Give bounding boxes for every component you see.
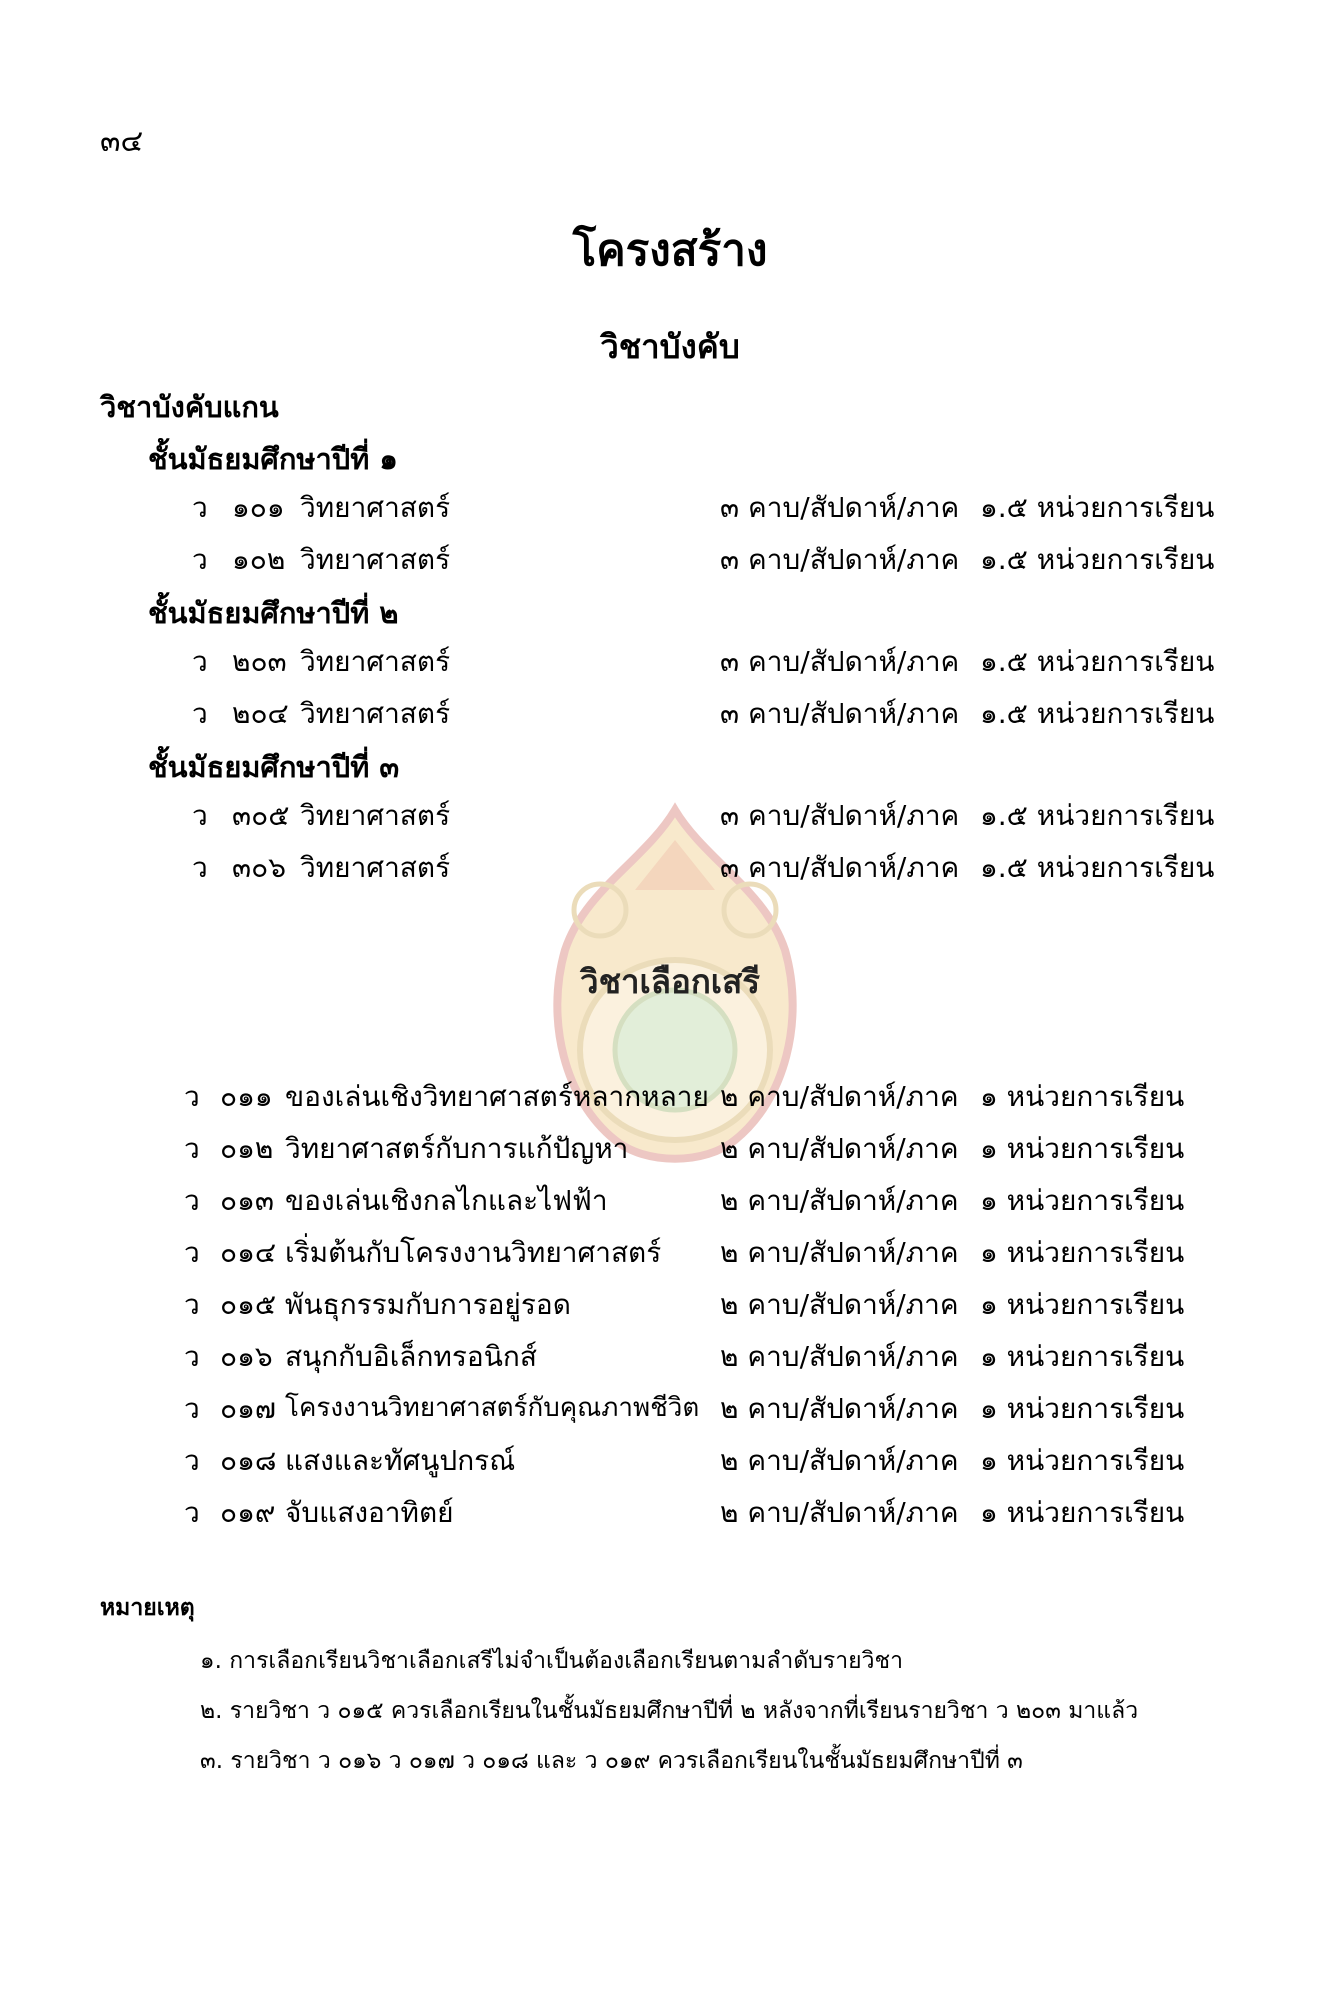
course-credits: ๑.๕ หน่วยการเรียน: [980, 851, 1215, 884]
course-prefix: ว: [184, 1184, 200, 1217]
elective-row: [0, 1075, 1340, 1115]
course-name: โครงงานวิทยาศาสตร์กับคุณภาพชีวิต: [285, 1393, 700, 1423]
grade-heading: ชั้นมัธยมศึกษาปีที่ ๓: [148, 750, 400, 784]
course-code: ๒๐๓: [232, 645, 287, 678]
course-row: [0, 846, 1340, 886]
elective-row: [0, 1179, 1340, 1219]
course-hours: ๒ คาบ/สัปดาห์/ภาค: [720, 1288, 959, 1321]
course-prefix: ว: [192, 543, 208, 576]
course-code: ๓๐๖: [232, 851, 287, 884]
course-row: [0, 794, 1340, 834]
elective-row: [0, 1335, 1340, 1375]
course-prefix: ว: [192, 697, 208, 730]
page-title: โครงสร้าง: [572, 225, 768, 276]
course-hours: ๒ คาบ/สัปดาห์/ภาค: [720, 1496, 959, 1529]
course-prefix: ว: [184, 1236, 200, 1269]
course-credits: ๑.๕ หน่วยการเรียน: [980, 697, 1215, 730]
course-credits: ๑ หน่วยการเรียน: [980, 1496, 1185, 1529]
elective-row: [0, 1283, 1340, 1323]
course-name: จับแสงอาทิตย์: [285, 1496, 454, 1529]
course-name: วิทยาศาสตร์: [300, 645, 451, 678]
course-hours: ๓ คาบ/สัปดาห์/ภาค: [720, 645, 960, 678]
course-name: แสงและทัศนูปกรณ์: [285, 1444, 516, 1477]
course-row: [0, 692, 1340, 732]
course-hours: ๒ คาบ/สัปดาห์/ภาค: [720, 1080, 959, 1113]
course-hours: ๒ คาบ/สัปดาห์/ภาค: [720, 1132, 959, 1165]
course-code: ๐๑๒: [220, 1132, 274, 1165]
course-hours: ๓ คาบ/สัปดาห์/ภาค: [720, 851, 960, 884]
course-hours: ๓ คาบ/สัปดาห์/ภาค: [720, 799, 960, 832]
elective-heading: วิชาเลือกเสรี: [580, 962, 760, 1001]
course-name: วิทยาศาสตร์: [300, 543, 451, 576]
course-hours: ๓ คาบ/สัปดาห์/ภาค: [720, 491, 960, 524]
course-prefix: ว: [184, 1340, 200, 1373]
course-credits: ๑ หน่วยการเรียน: [980, 1132, 1185, 1165]
course-credits: ๑.๕ หน่วยการเรียน: [980, 491, 1215, 524]
course-prefix: ว: [192, 645, 208, 678]
course-hours: ๒ คาบ/สัปดาห์/ภาค: [720, 1340, 959, 1373]
course-credits: ๑ หน่วยการเรียน: [980, 1184, 1185, 1217]
course-hours: ๒ คาบ/สัปดาห์/ภาค: [720, 1444, 959, 1477]
course-prefix: ว: [184, 1496, 200, 1529]
course-code: ๐๑๓: [220, 1184, 275, 1217]
course-name: วิทยาศาสตร์: [300, 697, 451, 730]
course-name: พันธุกรรมกับการอยู่รอด: [285, 1288, 571, 1321]
course-name: วิทยาศาสตร์: [300, 491, 451, 524]
course-credits: ๑.๕ หน่วยการเรียน: [980, 645, 1215, 678]
course-code: ๐๑๙: [220, 1496, 276, 1529]
compulsory-heading: วิชาบังคับ: [600, 327, 740, 366]
elective-row: [0, 1387, 1340, 1427]
course-hours: ๒ คาบ/สัปดาห์/ภาค: [720, 1236, 959, 1269]
course-code: ๒๐๔: [232, 697, 289, 730]
course-credits: ๑ หน่วยการเรียน: [980, 1444, 1185, 1477]
course-prefix: ว: [184, 1444, 200, 1477]
course-credits: ๑.๕ หน่วยการเรียน: [980, 543, 1215, 576]
course-credits: ๑ หน่วยการเรียน: [980, 1080, 1185, 1113]
elective-row: [0, 1491, 1340, 1531]
course-credits: ๑ หน่วยการเรียน: [980, 1392, 1185, 1425]
course-code: ๐๑๔: [220, 1236, 277, 1269]
course-code: ๐๑๑: [220, 1080, 273, 1113]
course-prefix: ว: [184, 1392, 200, 1425]
course-hours: ๓ คาบ/สัปดาห์/ภาค: [720, 697, 960, 730]
course-name: ของเล่นเชิงวิทยาศาสตร์หลากหลาย: [285, 1080, 709, 1113]
grade-heading: ชั้นมัธยมศึกษาปีที่ ๑: [148, 442, 398, 476]
elective-row: [0, 1439, 1340, 1479]
course-row: [0, 486, 1340, 526]
course-hours: ๒ คาบ/สัปดาห์/ภาค: [720, 1392, 959, 1425]
course-code: ๑๐๑: [232, 491, 285, 524]
course-credits: ๑ หน่วยการเรียน: [980, 1236, 1185, 1269]
course-prefix: ว: [184, 1080, 200, 1113]
elective-row: [0, 1231, 1340, 1271]
note-item: ๑. การเลือกเรียนวิชาเลือกเสรีไม่จำเป็นต้องเลือกเรียนตามลำดับรายวิชา: [200, 1648, 904, 1674]
course-prefix: ว: [184, 1132, 200, 1165]
course-code: ๐๑๗: [220, 1392, 276, 1425]
course-prefix: ว: [184, 1288, 200, 1321]
course-credits: ๑ หน่วยการเรียน: [980, 1288, 1185, 1321]
grade-heading: ชั้นมัธยมศึกษาปีที่ ๒: [148, 596, 399, 630]
course-name: เริ่มต้นกับโครงงานวิทยาศาสตร์: [285, 1236, 662, 1269]
course-prefix: ว: [192, 491, 208, 524]
note-item: ๒. รายวิชา ว ๐๑๕ ควรเลือกเรียนในชั้นมัธยมศึกษาปีที่ ๒ หลังจากที่เรียนรายวิชา ว ๒๐๓ มาแล้ว: [200, 1698, 1139, 1724]
course-hours: ๒ คาบ/สัปดาห์/ภาค: [720, 1184, 959, 1217]
course-name: วิทยาศาสตร์กับการแก้ปัญหา: [285, 1132, 629, 1165]
course-row: [0, 538, 1340, 578]
course-name: วิทยาศาสตร์: [300, 799, 451, 832]
course-name: วิทยาศาสตร์: [300, 851, 451, 884]
course-code: ๐๑๖: [220, 1340, 273, 1373]
course-row: [0, 640, 1340, 680]
course-code: ๐๑๕: [220, 1288, 277, 1321]
page-number: ๓๔: [100, 124, 144, 159]
elective-row: [0, 1127, 1340, 1167]
course-name: สนุกกับอิเล็กทรอนิกส์: [285, 1340, 537, 1373]
core-heading: วิชาบังคับแกน: [100, 390, 279, 424]
notes-heading: หมายเหตุ: [100, 1595, 195, 1621]
course-code: ๑๐๒: [232, 543, 286, 576]
course-name: ของเล่นเชิงกลไกและไฟฟ้า: [285, 1184, 608, 1217]
course-code: ๓๐๕: [232, 799, 290, 832]
note-item: ๓. รายวิชา ว ๐๑๖ ว ๐๑๗ ว ๐๑๘ และ ว ๐๑๙ ควรเลือกเรียนในชั้นมัธยมศึกษาปีที่ ๓: [200, 1748, 1023, 1774]
course-code: ๐๑๘: [220, 1444, 277, 1477]
course-credits: ๑.๕ หน่วยการเรียน: [980, 799, 1215, 832]
course-prefix: ว: [192, 799, 208, 832]
course-credits: ๑ หน่วยการเรียน: [980, 1340, 1185, 1373]
course-hours: ๓ คาบ/สัปดาห์/ภาค: [720, 543, 960, 576]
course-prefix: ว: [192, 851, 208, 884]
